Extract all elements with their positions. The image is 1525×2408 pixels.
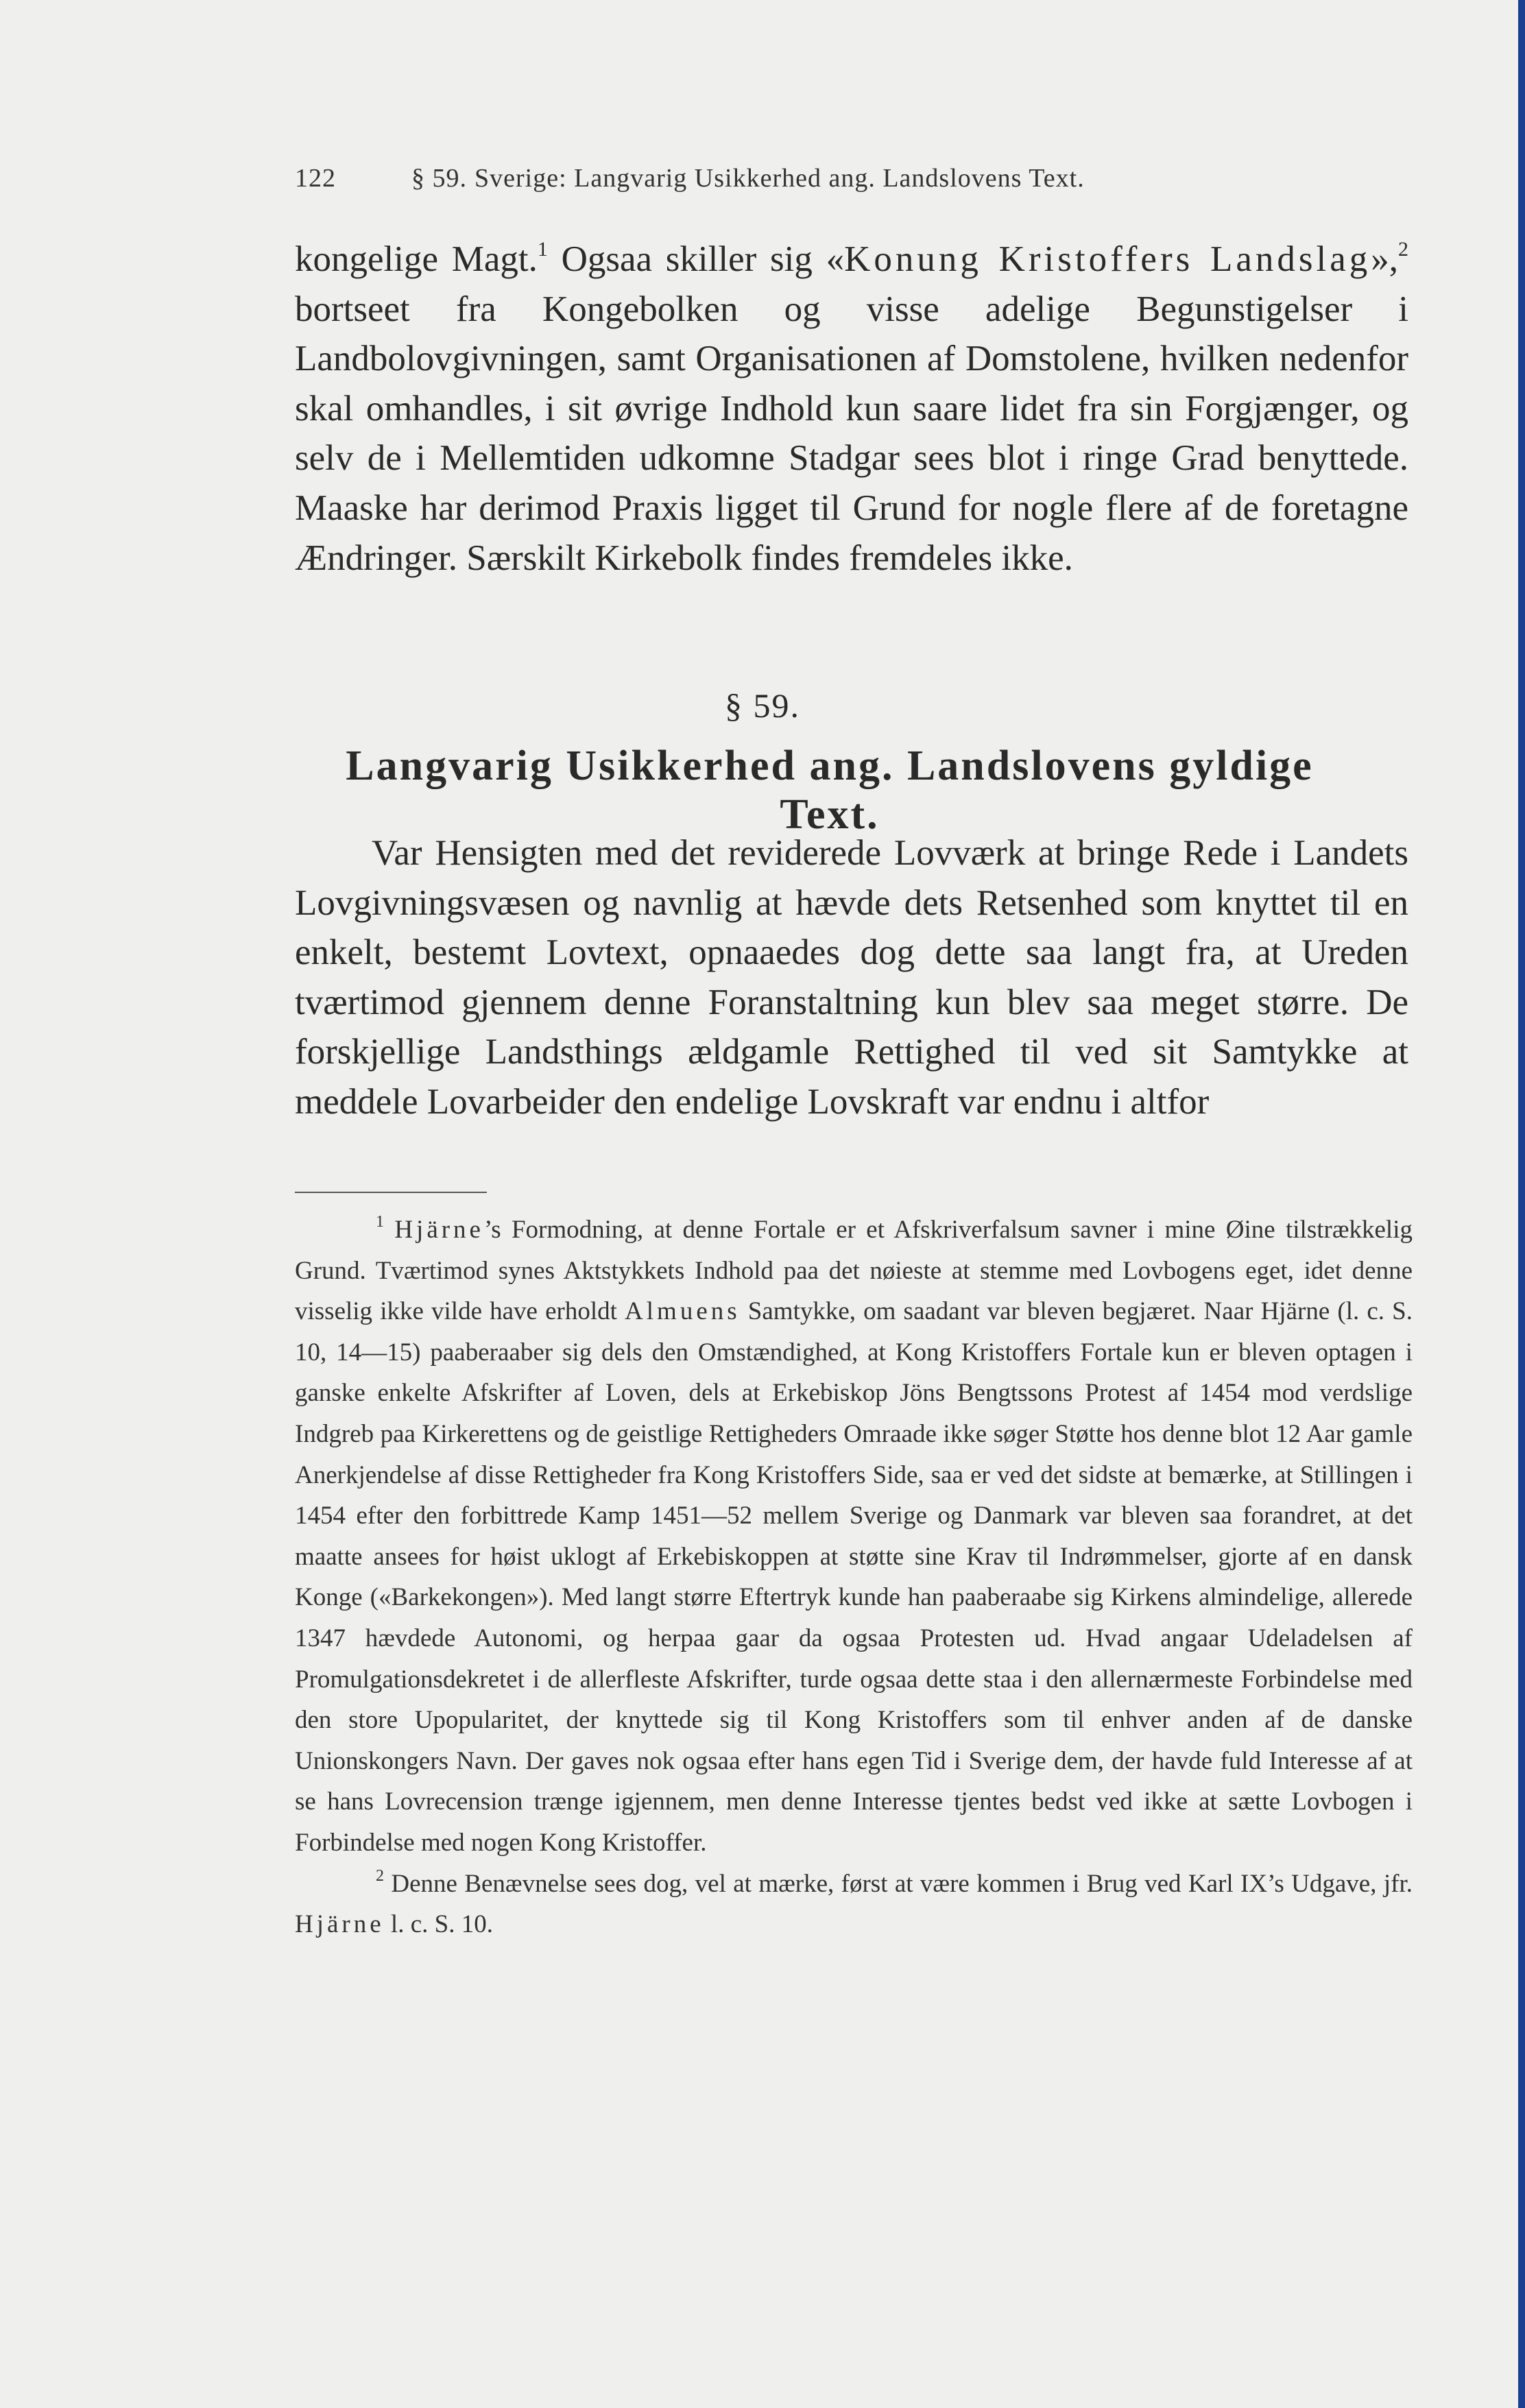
footnote-ref-1: 1	[537, 238, 548, 261]
spaced-name: Hjärne	[295, 1910, 385, 1939]
text-run: bortseet fra Kongebolken og visse adelige Begunstigelser i Landbolovgivningen, samt Organisationen af Domstolene, hvilken nedenfor skal omhandles, i sit øvrige Indhold kun saare lidet fra sin Forgjænger, og selv de i Mellemtiden udkomne Stadgar sees blot i ringe Grad benyttede. Maaske har derimod Praxis ligget til Grund for nogle flere af de foretagne Ændringer. Særskilt Kirkebolk findes fremdeles ikke.	[295, 289, 1408, 578]
footnote-divider	[295, 1192, 487, 1193]
spaced-name: Hjärne	[394, 1216, 484, 1244]
footnote-text: l. c. S. 10.	[384, 1910, 493, 1939]
text-run: Ogsaa skiller sig «	[547, 239, 845, 279]
footnote-mark: 2	[376, 1866, 384, 1885]
section-body-text: Var Hensigten med det reviderede Lovværk at bringe Rede i Landets Lovgivningsvæsen og navnlig at hævde dets Retsenhed som knyttet til en enkelt, bestemt Lovtext, opnaaedes dog dette saa langt fra, at Ureden tværtimod gjennem denne Foranstaltning kun blev saa meget større. De forskjellige Landsthings ældgamle Rettighed til ved sit Samtykke at meddele Lovarbeider den endelige Lovskraft var endnu i altfor	[295, 833, 1408, 1122]
section-paragraph	[295, 828, 1408, 1127]
page-number: 122	[295, 164, 336, 193]
footnote-ref-2: 2	[1398, 238, 1408, 261]
header-section-number: § 59.	[411, 164, 467, 193]
footnotes	[295, 1209, 1413, 1945]
running-title: Sverige: Langvarig Usikkerhed ang. Landslovens Text.	[475, 164, 1085, 193]
text-run: »,	[1371, 239, 1398, 279]
footnote-2	[295, 1864, 1413, 1945]
section-title: Langvarig Usikkerhed ang. Landslovens gyldige Text.	[346, 743, 1314, 838]
running-header	[295, 163, 1419, 193]
spaced-word: Almuens	[625, 1297, 741, 1326]
continuation-paragraph	[295, 234, 1408, 583]
spaced-title: Konung Kristoffers Landslag	[844, 239, 1371, 279]
footnote-text: Samtykke, om saadant var bleven begjæret. Naar Hjärne (l. c. S. 10, 14—15) paaberaaber sig dels den Omstændighed, at Kong Kristoffers Fortale kun er bleven optagen i ganske enkelte Afskrifter af Loven, dels at Erkebiskop Jöns Bengtssons Protest af 1454 mod verdslige Indgreb paa Kirkerettens og de geistlige Rettigheders Omraade ikke søger Støtte hos denne blot 12 Aar gamle Anerkjendelse af disse Rettigheder fra Kong Kristoffers Side, saa er ved det sidste at bemærke, at Stillingen i 1454 efter den forbittrede Kamp 1451—52 mellem Sverige og Danmark var bleven saa forandret, at det maatte ansees for høist uklogt af Erkebiskoppen at støtte sine Krav til Indrømmelser, gjorte af en dansk Konge («Barkekongen»). Med langt større Eftertryk kunde han paaberaabe sig Kirkens almindelige, allerede 1347 hævdede Autonomi, og herpaa gaar da ogsaa Protesten ud. Hvad angaar Udeladelsen af Promulgationsdekretet i de allerfleste Afskrifter, turde ogsaa dette staa i den allernærmeste Forbindelse med den store Upopularitet, der knyttede sig til Kong Kristoffers som til enhver anden af de danske Unionskongers Navn. Der gaves nok ogsaa efter hans egen Tid i Sverige dem, der havde fuld Interesse af at se hans Lovrecension trænge igjennem, men denne Interesse tjentes bedst ved ikke at sætte Lovbogen i Forbindelse med nogen Kong Kristoffer.	[295, 1297, 1413, 1857]
footnote-1	[295, 1209, 1413, 1864]
footnote-text: Denne Benævnelse sees dog, vel at mærke, først at være kommen i Brug ved Karl IX’s Udgave, jfr.	[384, 1869, 1413, 1898]
footnote-mark: 1	[376, 1213, 384, 1231]
section-number: § 59.	[725, 686, 800, 725]
text-run: kongelige Magt.	[295, 239, 538, 279]
footnote-text: ’s Formodning, at denne Fortale er et Afskriverfalsum savner i mine Øine tilstrækkelig Grund. Tværtimod synes Aktstykkets Indhold paa det nøieste at stemme med Lovbogens eget, idet denne visselig ikke vilde have erholdt	[295, 1216, 1413, 1326]
